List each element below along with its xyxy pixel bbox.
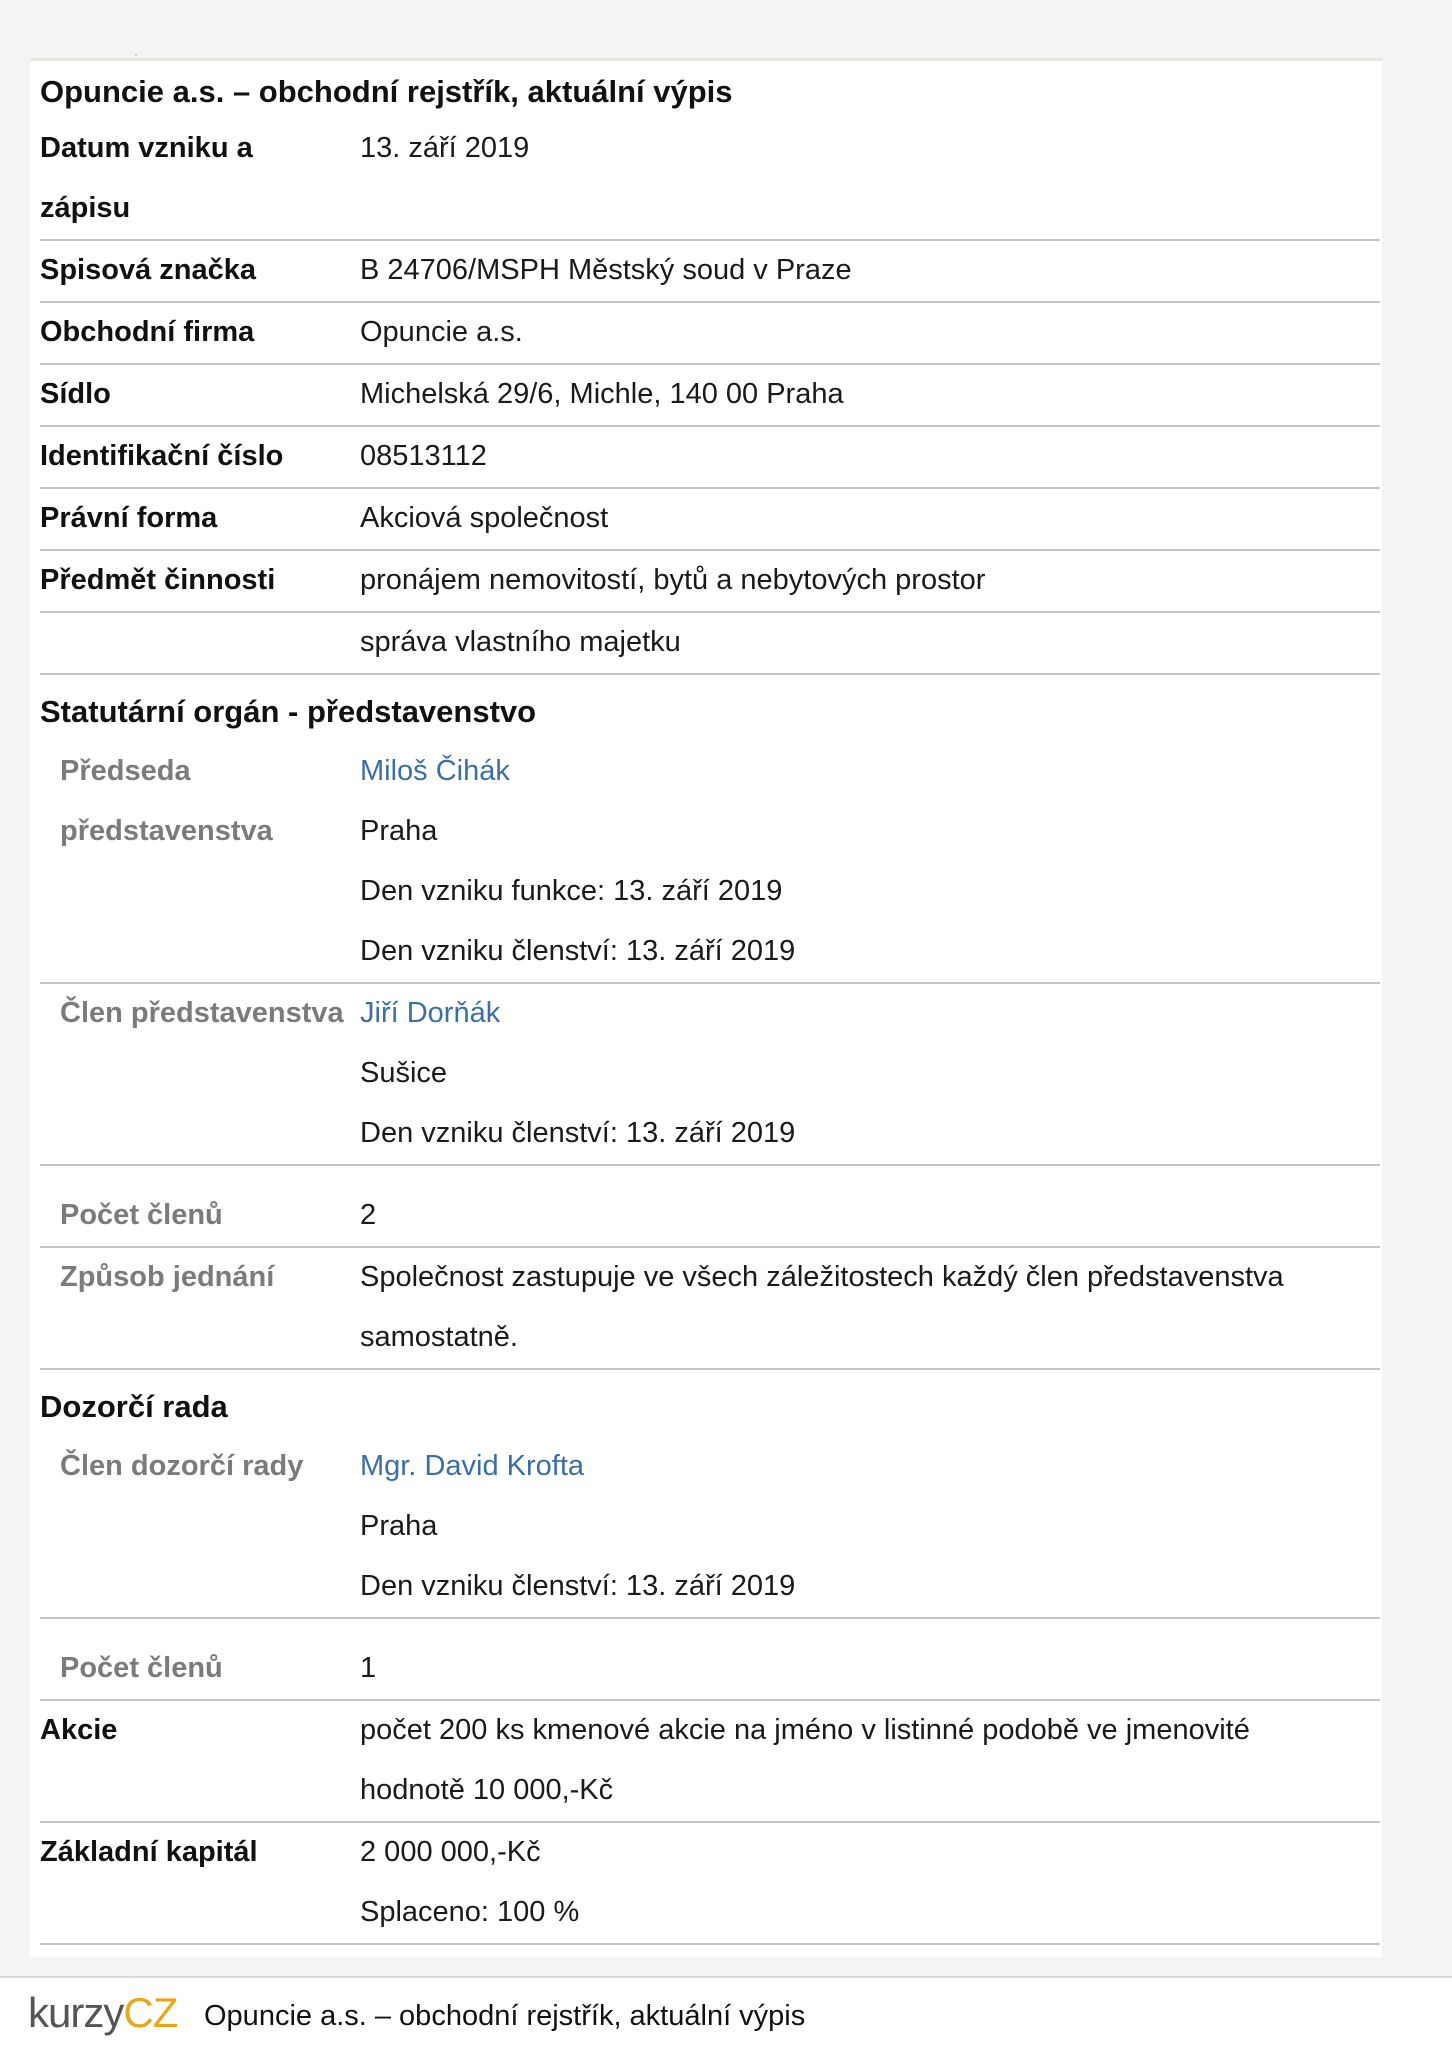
row-divider	[40, 487, 1380, 489]
section-heading-statutarni-organ: Statutární orgán - představenstvo	[40, 694, 537, 729]
row-divider	[40, 363, 1380, 365]
kurzy-cz-logo[interactable]	[28, 1988, 177, 2038]
label-pocet-clenu: Počet členů	[60, 1199, 223, 1231]
value-obchodni-firma: Opuncie a.s.	[360, 316, 523, 348]
row-divider	[40, 301, 1380, 303]
row-divider	[40, 425, 1380, 427]
decorative-tick	[135, 54, 137, 56]
logo-text-cz: CZ	[123, 1989, 178, 2036]
value-dozorci-clen-clenstvi: Den vzniku členství: 13. září 2019	[360, 1570, 796, 1602]
value-dozorci-clen-city: Praha	[360, 1510, 438, 1542]
label-obchodni-firma: Obchodní firma	[40, 316, 255, 348]
label-clen-dozorci-rady: Člen dozorčí rady	[60, 1450, 304, 1482]
row-divider	[40, 1164, 1380, 1166]
label-datum-vzniku: Datum vzniku a	[40, 132, 253, 164]
label-zpusob-jednani: Způsob jednání	[60, 1261, 275, 1293]
value-predseda-city: Praha	[360, 815, 438, 847]
label-identifikacni-cislo: Identifikační číslo	[40, 440, 284, 472]
value-akcie-2: hodnotě 10 000,-Kč	[360, 1774, 614, 1806]
label-spisova-znacka: Spisová značka	[40, 254, 256, 286]
value-predseda-funkce: Den vzniku funkce: 13. září 2019	[360, 875, 783, 907]
label-predmet-cinnosti: Předmět činnosti	[40, 564, 276, 596]
label-predstavenstva: představenstva	[60, 815, 273, 847]
row-divider	[40, 1943, 1380, 1945]
link-dozorci-clen-name[interactable]: Mgr. David Krofta	[360, 1450, 585, 1482]
label-sidlo: Sídlo	[40, 378, 111, 410]
section-heading-dozorci-rada: Dozorčí rada	[40, 1389, 228, 1424]
row-divider	[40, 673, 1380, 675]
value-predmet-cinnosti-2: správa vlastního majetku	[360, 626, 681, 658]
value-akcie-1: počet 200 ks kmenové akcie na jméno v listinné podobě ve jmenovité	[360, 1714, 1250, 1746]
label-predseda: Předseda	[60, 755, 191, 787]
value-clen-clenstvi: Den vzniku členství: 13. září 2019	[360, 1117, 796, 1149]
row-divider	[40, 1246, 1380, 1248]
label-dozorci-pocet-clenu: Počet členů	[60, 1652, 223, 1684]
value-zakladni-kapital: 2 000 000,-Kč	[360, 1836, 541, 1868]
value-dozorci-pocet-clenu: 1	[360, 1652, 377, 1684]
footer-bar	[0, 1976, 1452, 2058]
label-akcie: Akcie	[40, 1714, 118, 1746]
value-splaceno: Splaceno: 100 %	[360, 1896, 580, 1928]
value-pravni-forma: Akciová společnost	[360, 502, 609, 534]
value-datum-vzniku: 13. září 2019	[360, 132, 530, 164]
row-divider	[40, 1821, 1380, 1823]
row-divider	[40, 611, 1380, 613]
page-title: Opuncie a.s. – obchodní rejstřík, aktuální výpis	[40, 74, 733, 109]
row-divider	[40, 982, 1380, 984]
value-pocet-clenu: 2	[360, 1199, 377, 1231]
value-spisova-znacka: B 24706/MSPH Městský soud v Praze	[360, 254, 852, 286]
value-zpusob-jednani-2: samostatně.	[360, 1321, 518, 1353]
label-pravni-forma: Právní forma	[40, 502, 218, 534]
row-divider	[40, 1617, 1380, 1619]
value-sidlo: Michelská 29/6, Michle, 140 00 Praha	[360, 378, 844, 410]
label-clen-predstavenstva: Člen představenstva	[60, 997, 344, 1029]
value-identifikacni-cislo: 08513112	[360, 440, 487, 472]
value-predmet-cinnosti-1: pronájem nemovitostí, bytů a nebytových prostor	[360, 564, 986, 596]
link-clen-name[interactable]: Jiří Dorňák	[360, 997, 501, 1029]
value-zpusob-jednani-1: Společnost zastupuje ve všech záležitostech každý člen představenstva	[360, 1261, 1284, 1293]
label-datum-zapisu: zápisu	[40, 192, 131, 224]
value-predseda-clenstvi: Den vzniku členství: 13. září 2019	[360, 935, 796, 967]
row-divider	[40, 1368, 1380, 1370]
row-divider	[40, 1699, 1380, 1701]
footer-title: Opuncie a.s. – obchodní rejstřík, aktuální výpis	[204, 2000, 806, 2032]
label-zakladni-kapital: Základní kapitál	[40, 1836, 258, 1868]
value-clen-city: Sušice	[360, 1057, 448, 1089]
link-predseda-name[interactable]: Miloš Čihák	[360, 755, 510, 787]
logo-text-kurzy: kurzy	[28, 1989, 124, 2036]
row-divider	[40, 549, 1380, 551]
row-divider	[40, 239, 1380, 241]
